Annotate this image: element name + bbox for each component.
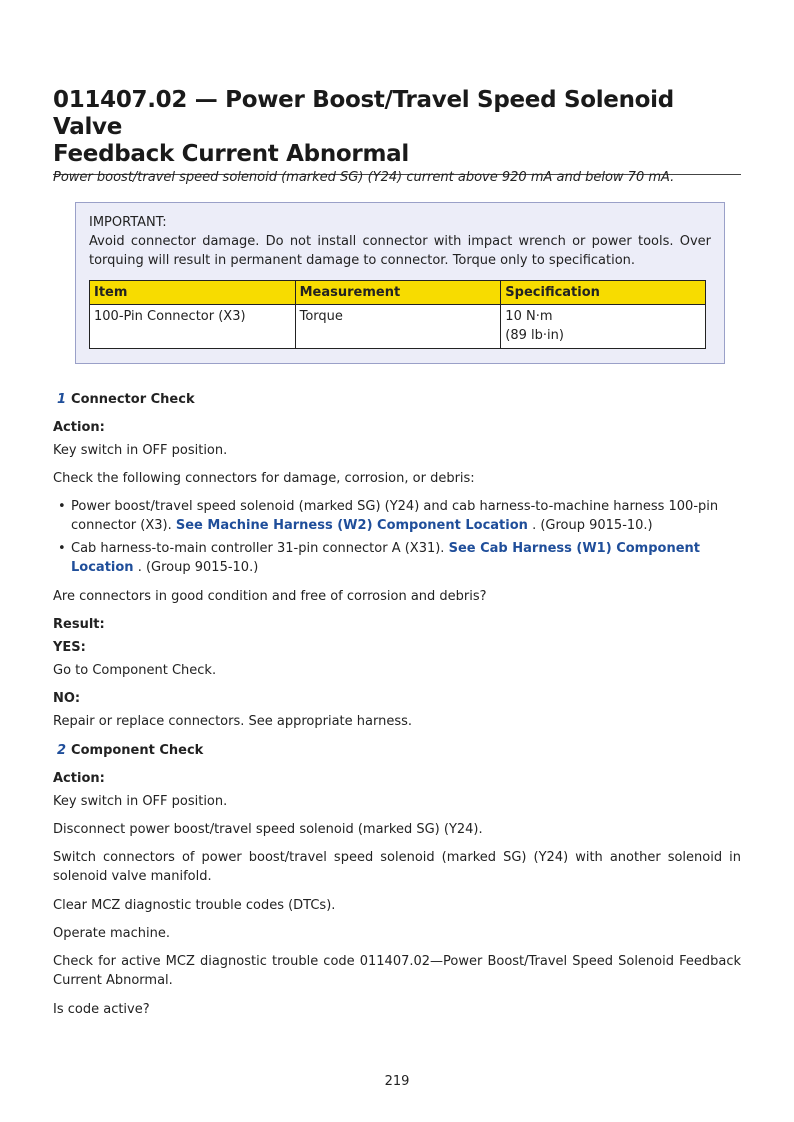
important-text: Avoid connector damage. Do not install connector with impact wrench or power tools. Over torquing will result in permanent damage to connector. Torque only to specification. (89, 234, 711, 268)
step-2-heading (57, 741, 745, 760)
step-2-action-3: Switch connectors of power boost/travel speed solenoid (marked SG) (Y24) with another solenoid in solenoid valve manifold. (53, 850, 741, 884)
step-1-yes-label: YES: (53, 640, 86, 655)
step-1-no-label: NO: (53, 691, 81, 706)
spec-metric: 10 N·m (505, 309, 553, 324)
table-header-row (90, 281, 706, 305)
step-2-number: 2 (57, 743, 67, 758)
important-notice (75, 202, 725, 364)
page-number: 219 (384, 1074, 410, 1089)
bullet-2-group: . (Group 9015-10.) (137, 560, 259, 575)
bullet-2-text: Cab harness-to-main controller 31-pin connector A (X31). (71, 541, 445, 556)
step-2-action-4: Clear MCZ diagnostic trouble codes (DTCs). (53, 898, 336, 913)
step-2-action-2: Disconnect power boost/travel speed solenoid (marked SG) (Y24). (53, 822, 483, 837)
step-1-action-label: Action: (53, 420, 105, 435)
page-title-line-2: Feedback Current Abnormal (53, 141, 409, 167)
table-cell-measurement: Torque (295, 305, 501, 349)
step-1-result-label: Result: (53, 617, 105, 632)
step-2-action-5: Operate machine. (53, 926, 171, 941)
step-1-action-2: Check the following connectors for damage, corrosion, or debris: (53, 471, 475, 486)
step-2-action-6: Check for active MCZ diagnostic trouble code 011407.02—Power Boost/Travel Speed Solenoid Feedback Current Abnormal. (53, 954, 741, 988)
important-label: IMPORTANT: (89, 215, 167, 230)
step-1-action-1: Key switch in OFF position. (53, 443, 228, 458)
step-2-title: Component Check (71, 743, 204, 758)
step-1-question: Are connectors in good condition and free of corrosion and debris? (53, 589, 487, 604)
spec-imperial: (89 lb·in) (505, 328, 564, 343)
step-2-action-label: Action: (53, 771, 105, 786)
step-2-question: Is code active? (53, 1002, 150, 1017)
table-header-measurement: Measurement (295, 281, 501, 305)
list-item (53, 539, 741, 577)
table-header-specification: Specification (501, 281, 706, 305)
machine-harness-link[interactable]: See Machine Harness (W2) Component Location (175, 518, 528, 533)
table-row (90, 305, 706, 349)
table-cell-specification (501, 305, 706, 349)
torque-spec-table (89, 280, 706, 349)
page-title-line-1: 011407.02 — Power Boost/Travel Speed Solenoid Valve (53, 87, 674, 140)
step-2-action-1: Key switch in OFF position. (53, 794, 228, 809)
step-1-yes-text: Go to Component Check. (53, 663, 217, 678)
table-cell-item: 100-Pin Connector (X3) (90, 305, 296, 349)
list-item (53, 497, 741, 535)
step-1-title: Connector Check (71, 392, 195, 407)
page-title (53, 87, 741, 175)
step-1-no-text: Repair or replace connectors. See appropriate harness. (53, 714, 413, 729)
connector-list (53, 497, 741, 577)
fault-description: Power boost/travel speed solenoid (marked SG) (Y24) current above 920 mA and below 70 mA. (53, 170, 675, 185)
bullet-1-group: . (Group 9015-10.) (532, 518, 653, 533)
step-1-number: 1 (57, 392, 67, 407)
table-header-item: Item (90, 281, 296, 305)
cab-harness-link[interactable]: See Cab Harness (W1) Component Location (71, 541, 700, 575)
step-1-heading (57, 390, 745, 409)
bullet-1-text: Power boost/travel speed solenoid (marked SG) (Y24) and cab harness-to-machine harness 100-pin connector (X3). (71, 499, 719, 533)
